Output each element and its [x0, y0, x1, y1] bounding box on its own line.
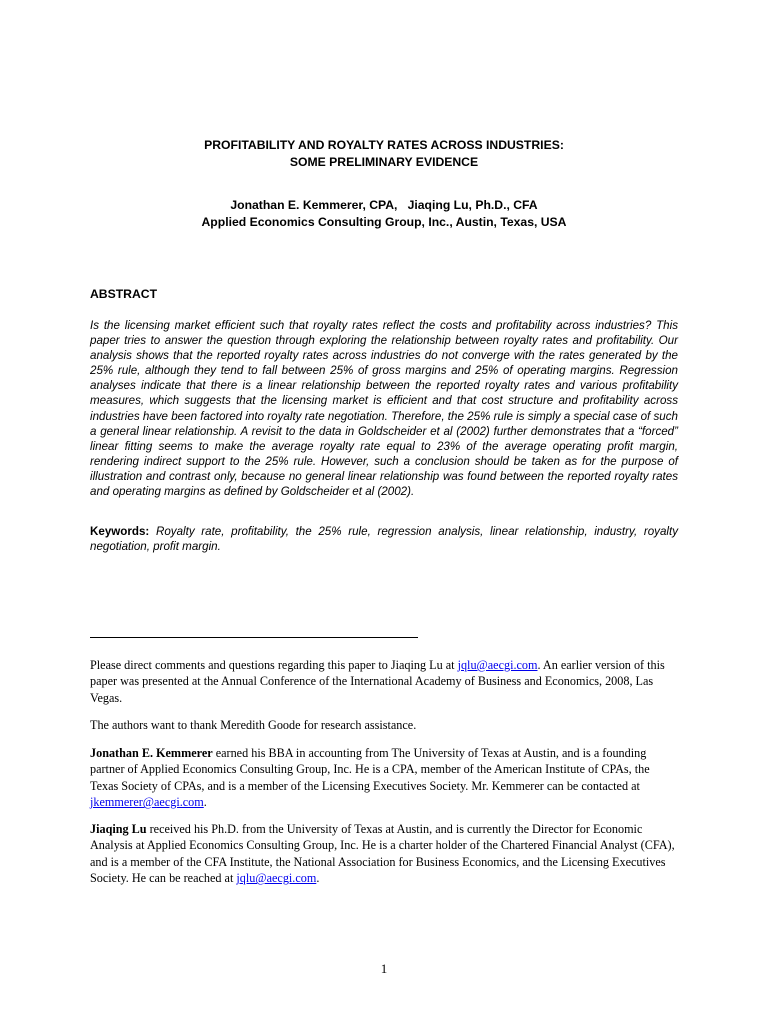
footnote-divider [90, 637, 418, 638]
footnote-comments-tail: . An earlier version of this paper was presented at the Annual Conference of the International Academy of Business and Economics, 2008, Las Vegas. [90, 658, 665, 705]
title-line-2: SOME PRELIMINARY EVIDENCE [289, 155, 479, 169]
author-line [90, 197, 678, 214]
lu-name: Jiaqing Lu [90, 822, 147, 836]
author-affiliation: Applied Economics Consulting Group, Inc., Austin, Texas, USA [201, 215, 567, 229]
page-number: 1 [380, 961, 388, 976]
paper-title [90, 137, 678, 171]
author-kemmerer: Jonathan E. Kemmerer, CPA, [230, 198, 398, 212]
email-link-kemmerer[interactable]: jkemmerer@aecgi.com [90, 795, 204, 810]
abstract-heading: ABSTRACT [90, 287, 158, 301]
kemmerer-bio-tail: . [203, 795, 207, 810]
title-line-1: PROFITABILITY AND ROYALTY RATES ACROSS INDUSTRIES: [204, 138, 564, 152]
author-block [90, 197, 678, 231]
footnote-thanks: The authors want to thank Meredith Goode for research assistance. [90, 718, 417, 732]
footnote-kemmerer-bio [90, 745, 678, 811]
keywords [90, 524, 678, 554]
keywords-text: Royalty rate, profitability, the 25% rule, regression analysis, linear relationship, industry, royalty negotiation, profit margin. [90, 525, 678, 554]
kemmerer-bio-text: earned his BBA in accounting from The University of Texas at Austin, and is a founding partner of Applied Economics Consulting Group, Inc. He is a CPA, member of the American Institute of CPAs, the Texas Society of CPAs, and is a member of the Licensing Executives Society. Mr. Kemmerer can be contacted at [90, 746, 650, 793]
lu-bio-tail: . [316, 871, 320, 886]
abstract-body: Is the licensing market efficient such that royalty rates reflect the costs and profitability across industries? This paper tries to answer the question through exploring the relationship between royalty rates and profitability. Our analysis shows that the reported royalty rates across industries do not converge with the rates generated by the 25% rule, although they tend to fall between 25% of gross margins and 25% of operating margins. Regression analyses indicate that there is a linear relationship between the reported royalty rates and various profitability measures, which suggests that the licensing market is efficient and that cost structure and profitability across industries have been factored into royalty rate negotiation. Therefore, the 25% rule is simply a special case of such a general linear relationship. A revisit to the data in Goldscheider et al (2002) further demonstrates that a “forced” linear fitting seems to make the average royalty rate equal to 23% of the average operating profit margin, rendering indirect support to the 25% rule. However, such a conclusion should be taken as for the purpose of illustration and contrast only, because no general linear relationship was found between the reported royalty rates and operating margins as defined by Goldscheider et al (2002). [90, 319, 678, 499]
keywords-label: Keywords: [90, 525, 150, 538]
email-link-lu-bio[interactable]: jqlu@aecgi.com [236, 871, 317, 886]
footnote-lu-bio [90, 821, 678, 887]
lu-bio-text: received his Ph.D. from the University of Texas at Austin, and is currently the Director for Economic Analysis at Applied Economics Consulting Group, Inc. He is a charter holder of the Chartered Financial Analyst (CFA), and is a member of the CFA Institute, the National Association for Business Economics, and the Licensing Executives Society. He can be reached at [90, 822, 675, 886]
footnote-comments-text: Please direct comments and questions regarding this paper to Jiaqing Lu at [90, 658, 458, 672]
footnote-comments [90, 657, 678, 706]
kemmerer-name: Jonathan E. Kemmerer [90, 746, 213, 760]
email-link-lu[interactable]: jqlu@aecgi.com [457, 658, 538, 672]
author-lu: Jiaqing Lu, Ph.D., CFA [407, 198, 538, 212]
